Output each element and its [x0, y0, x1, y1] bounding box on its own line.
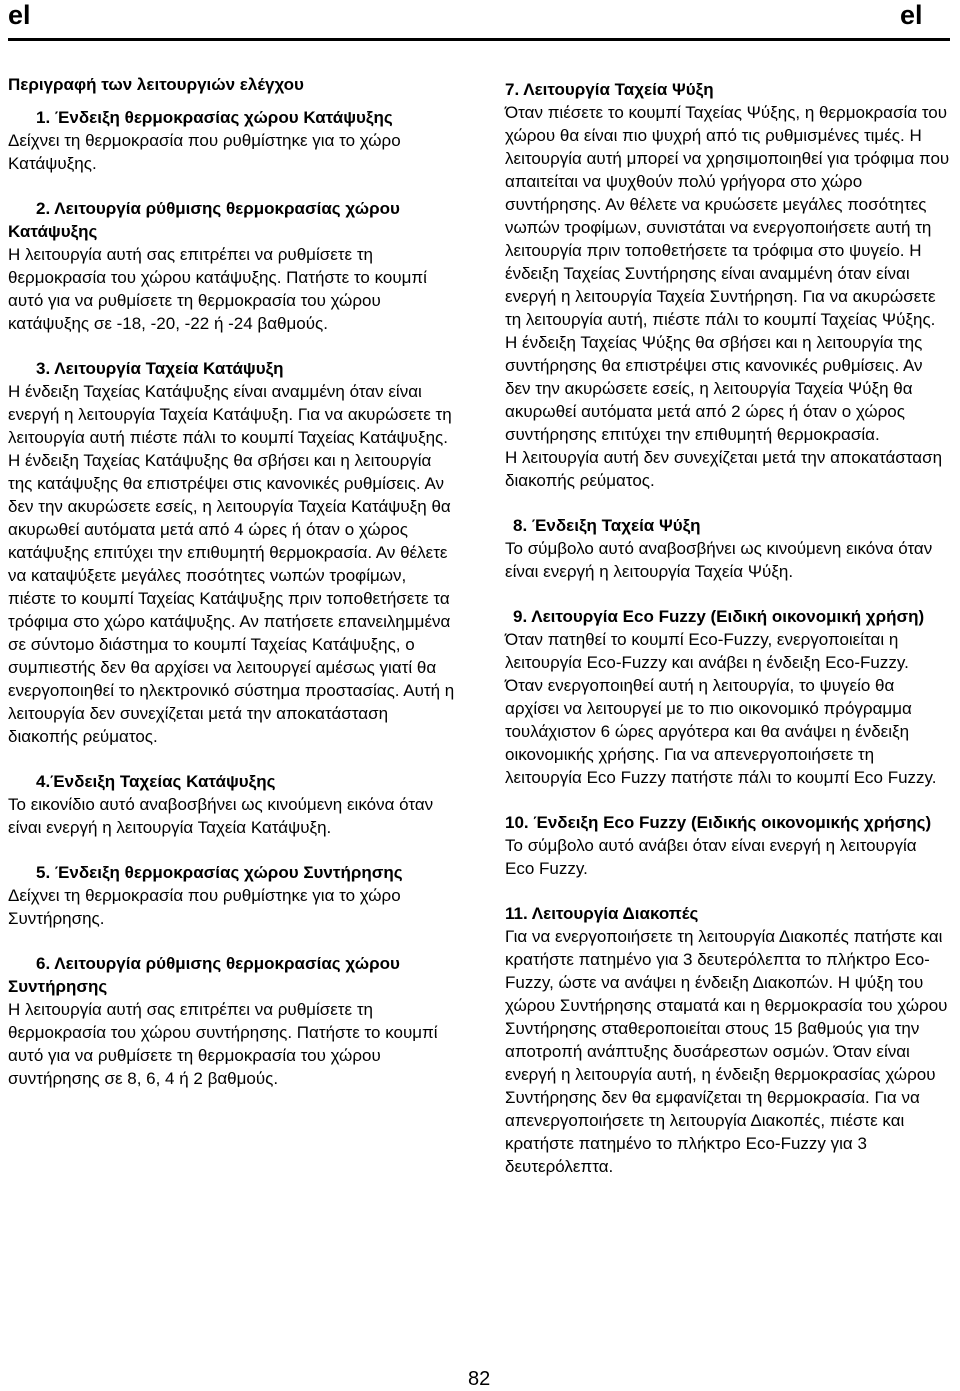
section-10 [505, 811, 950, 880]
page-number: 82 [468, 1368, 491, 1390]
section-9 [505, 605, 950, 789]
section-heading: 1. Ένδειξη θερμοκρασίας χώρου Κατάψυξης [36, 108, 393, 127]
section-5 [8, 861, 458, 930]
section-2 [8, 197, 458, 335]
section-body: Η ένδειξη Ταχείας Κατάψυξης είναι αναμμένη όταν είναι ενεργή η λειτουργία Ταχεία Κατάψυξη. Για να ακυρώσετε τη λειτουργία αυτή πιέστε πάλι το κουμπί Ταχείας Κατάψυξης. Η ένδειξη Ταχείας Κατάψυξης θα σβήσει και η λειτουργία της κατάψυξης θα επιστρέψει στις κανονικές ρυθμίσεις. Αν δεν την ακυρώσετε εσείς, η λειτουργία Ταχεία Κατάψυξη θα ακυρωθεί αυτόματα μετά από 4 ώρες ή όταν ο χώρος κατάψυξης επιτύχει την επιθυμητή θερμοκρασία. Αν θέλετε να καταψύξετε μεγάλες ποσότητες νωπών τροφίμων, πιέστε το κουμπί Ταχείας Κατάψυξης πριν τοποθετήσετε τα τρόφιμα στο χώρο κατάψυξης. Αν πατήσετε επανειλημμένα σε σύντομο διάστημα το κουμπί Ταχείας Κατάψυξης, ο συμπιεστής δεν θα αρχίσει να λειτουργεί αμέσως γιατί θα ενεργοποιηθεί το ηλεκτρονικό σύστημα προστασίας. Αυτή η λειτουργία δεν συνεχίζεται μετά την αποκατάσταση διακοπής ρεύματος. [8, 382, 455, 746]
section-heading: 9. Λειτουργία Eco Fuzzy (Ειδική οικονομική χρήση) [513, 607, 925, 626]
section-heading: 2. Λειτουργία ρύθμισης θερμοκρασίας χώρου Κατάψυξης [8, 199, 400, 241]
section-body: Το εικονίδιο αυτό αναβοσβήνει ως κινούμενη εικόνα όταν είναι ενεργή η λειτουργία Ταχεία Κατάψυξη. [8, 795, 434, 837]
section-11 [505, 902, 950, 1178]
section-body: Όταν πατηθεί το κουμπί Eco-Fuzzy, ενεργοποιείται η λειτουργία Eco-Fuzzy και ανάβει η ένδειξη Eco-Fuzzy. Όταν ενεργοποιηθεί αυτή η λειτουργία, το ψυγείο θα αρχίσει να λειτουργεί με το πιο οικονομικό πρόγραμμα τουλάχιστον 6 ώρες αργότερα και θα ανάψει η ένδειξη οικονομικής χρήσης. Για να απενεργοποιήσετε τη λειτουργία Eco Fuzzy πατήστε πάλι το κουμπί Eco Fuzzy. [505, 630, 937, 787]
section-6 [8, 952, 458, 1090]
right-column [505, 78, 950, 1200]
section-heading: 4.Ένδειξη Ταχείας Κατάψυξης [36, 772, 276, 791]
header-language-left: el [8, 0, 31, 30]
section-body: Η λειτουργία αυτή σας επιτρέπει να ρυθμίσετε τη θερμοκρασία του χώρου συντήρησης. Πατήστε το κουμπί αυτό για να ρυθμίσετε τη θερμοκρασία του χώρου συντήρησης σε 8, 6, 4 ή 2 βαθμούς. [8, 1000, 438, 1088]
section-heading: 7. Λειτουργία Ταχεία Ψύξη [505, 80, 714, 99]
section-body: Το σύμβολο αυτό αναβοσβήνει ως κινούμενη εικόνα όταν είναι ενεργή η λειτουργία Ταχεία Ψύξη. [505, 539, 933, 581]
section-7 [505, 78, 950, 492]
section-body: Δείχνει τη θερμοκρασία που ρυθμίστηκε για το χώρο Κατάψυξης. [8, 131, 401, 173]
section-body: Όταν πιέσετε το κουμπί Ταχείας Ψύξης, η θερμοκρασία του χώρου θα είναι πιο ψυχρή από τις ρυθμισμένες τιμές. Η λειτουργία αυτή μπορεί να χρησιμοποιηθεί για τρόφιμα που απαιτείται να ψυχθούν πολύ γρήγορα στο χώρο συντήρησης. Αν θέλετε να κρυώσετε μεγάλες ποσότητες νωπών τροφίμων, συνιστάται να ενεργοποιήσετε αυτή τη λειτουργία πριν τοποθετήσετε τα τρόφιμα στο ψυγείο. Η ένδειξη Ταχείας Συντήρησης είναι αναμμένη όταν είναι ενεργή η λειτουργία Ταχεία Συντήρηση. Για να ακυρώσετε τη λειτουργία αυτή, πιέστε πάλι το κουμπί Ταχείας Ψύξης. Η ένδειξη Ταχείας Ψύξης θα σβήσει και η λειτουργία της συντήρησης θα επιστρέψει στις κανονικές ρυθμίσεις. Αν δεν την ακυρώσετε εσείς, η λειτουργία Ταχεία Ψύξη θα ακυρωθεί αυτόματα μετά από 2 ώρες ή όταν ο χώρος συντήρησης επιτύχει την επιθυμητή θερμοκρασία. [505, 103, 950, 444]
section-1 [8, 106, 458, 175]
section-body-note: Η λειτουργία αυτή δεν συνεχίζεται μετά την αποκατάσταση διακοπής ρεύματος. [505, 448, 943, 490]
section-heading: 8. Ένδειξη Ταχεία Ψύξη [513, 516, 701, 535]
section-8 [505, 514, 950, 583]
section-body: Δείχνει τη θερμοκρασία που ρυθμίστηκε για το χώρο Συντήρησης. [8, 886, 401, 928]
page-title: Περιγραφή των λειτουργιών ελέγχου [8, 75, 304, 94]
section-4 [8, 770, 458, 839]
section-heading: 6. Λειτουργία ρύθμισης θερμοκρασίας χώρου Συντήρησης [8, 954, 400, 996]
section-body: Η λειτουργία αυτή σας επιτρέπει να ρυθμίσετε τη θερμοκρασία του χώρου κατάψυξης. Πατήστε το κουμπί αυτό για να ρυθμίσετε τη θερμοκρασία του χώρου κατάψυξης σε -18, -20, -22 ή -24 βαθμούς. [8, 245, 427, 333]
header-language-right: el [900, 0, 923, 30]
section-heading: 3. Λειτουργία Ταχεία Κατάψυξη [36, 359, 284, 378]
section-heading: 10. Ένδειξη Eco Fuzzy (Ειδικής οικονομικής χρήσης) [505, 813, 932, 832]
section-body: Για να ενεργοποιήσετε τη λειτουργία Διακοπές πατήστε και κρατήστε πατημένο για 3 δευτερόλεπτα το πλήκτρο Eco-Fuzzy, ώστε να ανάψει η ένδειξη Διακοπών. Η ψύξη του χώρου Συντήρησης σταματά και η θερμοκρασία του χώρου Συντήρησης σταθεροποιείται στους 15 βαθμούς για την αποτροπή ανάπτυξης δυσάρεστων οσμών. Όταν είναι ενεργή η λειτουργία αυτή, η ένδειξη θερμοκρασίας χώρου Συντήρησης δεν θα εμφανίζεται τη θερμοκρασία. Για να απενεργοποιήσετε τη λειτουργία Διακοπές, πιέστε και κρατήστε πατημένο το πλήκτρο Eco-Fuzzy για 3 δευτερόλεπτα. [505, 927, 948, 1176]
section-heading: 11. Λειτουργία Διακοπές [505, 904, 699, 923]
section-heading: 5. Ένδειξη θερμοκρασίας χώρου Συντήρησης [36, 863, 403, 882]
section-3 [8, 357, 458, 748]
header-rule [8, 38, 950, 41]
left-column [8, 73, 458, 1112]
section-body: Το σύμβολο αυτό ανάβει όταν είναι ενεργή η λειτουργία Eco Fuzzy. [505, 836, 917, 878]
